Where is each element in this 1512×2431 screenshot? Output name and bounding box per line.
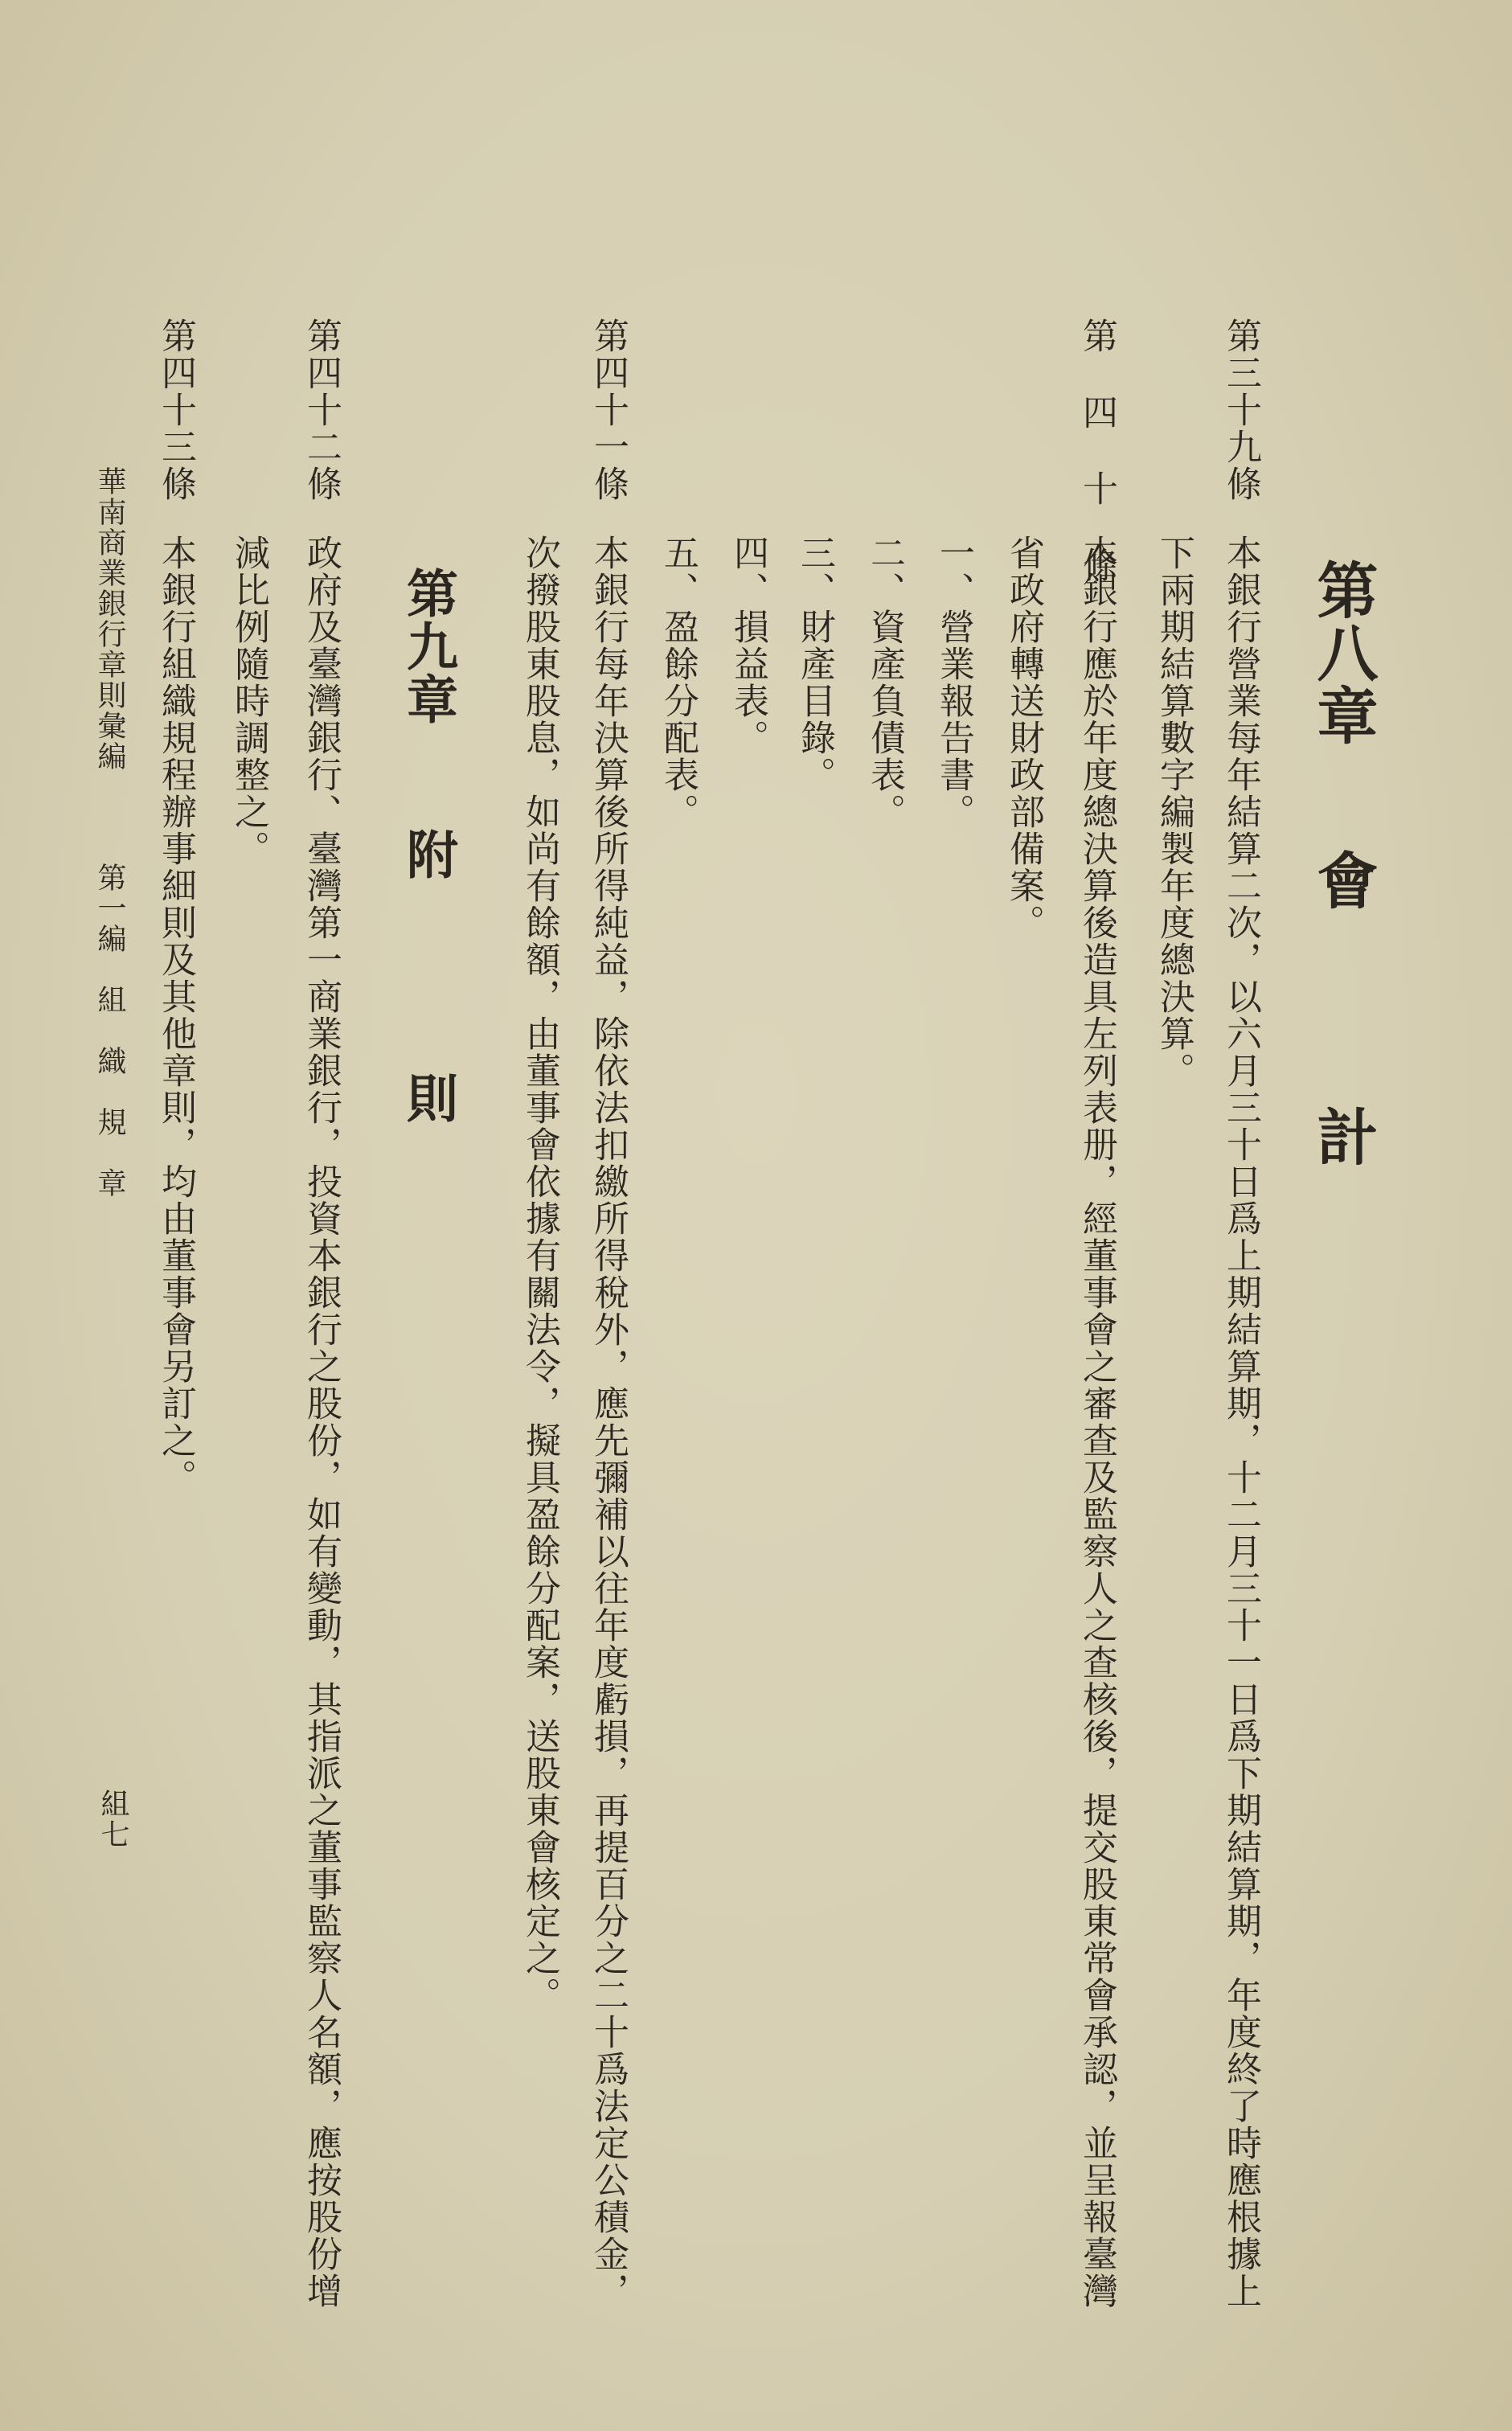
article-43-line-1: 本銀行組織規程辦事細則及其他章則，均由董事會另訂之。 — [155, 535, 196, 1496]
chapter-8-number: 第八章 — [1307, 559, 1379, 747]
footer-section: 第一編 組 織 規 章 — [93, 863, 126, 1199]
article-40-line-2: 省政府轉送財政部備案。 — [1003, 535, 1044, 941]
article-41-line-1: 本銀行每年決算後所得純益，除依法扣繳所得稅外，應先彌補以往年度虧損，再提百分之二十爲法定公積金， — [588, 535, 629, 2310]
article-40-label: 第 四 十 條 — [1076, 318, 1117, 582]
chapter-9-word-2: 則 — [398, 1072, 458, 1125]
article-42-line-1: 政府及臺灣銀行、臺灣第一商業銀行，投資本銀行之股份，如有變動，其指派之董事監察人名額，應按股份增 — [301, 535, 342, 2310]
article-40-item-4: 四、損益表。 — [727, 535, 768, 756]
article-39-line-2: 下兩期結算數字編製年度總決算。 — [1153, 535, 1194, 1089]
footer-book: 華南商業銀行章則彙編 — [93, 466, 126, 772]
article-42-label: 第四十二條 — [301, 318, 342, 502]
article-40-item-1: 一、營業報告書。 — [933, 535, 974, 830]
article-41-line-2: 次撥股東股息，如尚有餘額，由董事會依據有關法令，擬具盈餘分配案，送股東會核定之。 — [519, 535, 560, 2014]
article-41-label: 第四十一條 — [588, 318, 629, 502]
chapter-9-word-1: 附 — [398, 828, 458, 881]
chapter-8-title — [1307, 559, 1379, 1168]
article-40-line-1: 本銀行應於年度總決算後造具左列表册，經董事會之審查及監察人之查核後，提交股東常會承認，並呈報臺灣 — [1076, 535, 1117, 2310]
page-number: 組七 — [96, 1789, 129, 1850]
chapter-8-word-1: 會 — [1307, 849, 1379, 912]
article-39-label: 第三十九條 — [1220, 318, 1261, 502]
chapter-9-number: 第九章 — [398, 567, 458, 726]
article-42-line-2: 減比例隨時調整之。 — [228, 535, 269, 867]
article-40-item-3: 三、財產目錄。 — [794, 535, 835, 793]
article-40-item-2: 二、資產負債表。 — [864, 535, 905, 830]
article-39-line-1: 本銀行營業每年結算二次，以六月三十日爲上期結算期，十二月三十一日爲下期結算期，年度終了時應根據上 — [1220, 535, 1261, 2310]
chapter-9-title — [398, 567, 458, 1125]
article-40-item-5: 五、盈餘分配表。 — [658, 535, 699, 830]
chapter-8-word-2: 計 — [1307, 1105, 1379, 1168]
footer-book-title — [93, 466, 125, 1199]
article-43-label: 第四十三條 — [155, 318, 196, 502]
